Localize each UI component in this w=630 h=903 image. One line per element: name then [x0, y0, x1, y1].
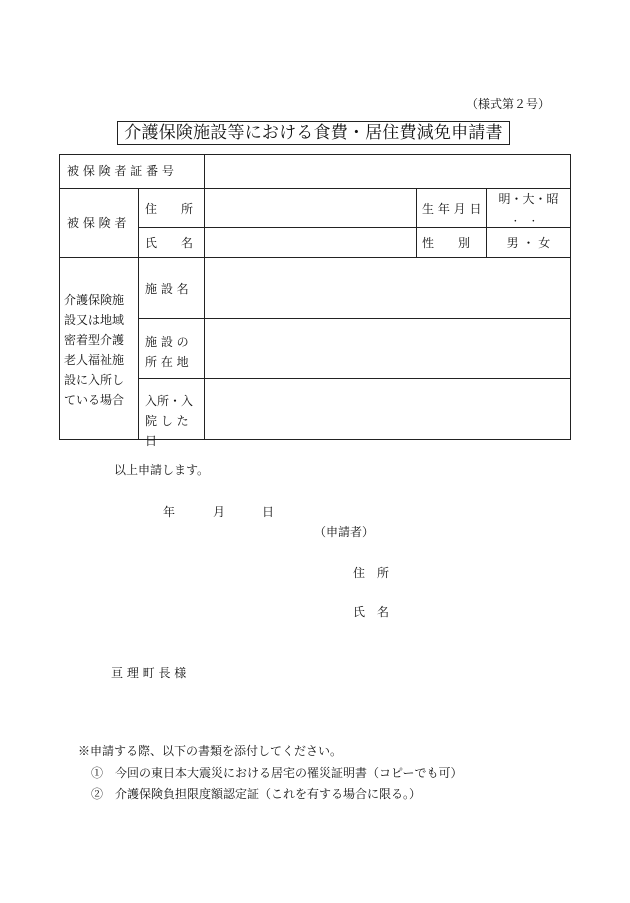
date-year-label: 年: [163, 505, 176, 519]
form-number: （様式第２号）: [466, 97, 551, 111]
name-field[interactable]: [205, 228, 416, 257]
admission-date-label: [145, 391, 203, 451]
date-month-label: 月: [213, 505, 226, 519]
sex-options[interactable]: 男 ・ 女: [506, 236, 551, 250]
facility-name-field[interactable]: [205, 258, 570, 318]
address-label: 住 所: [145, 202, 194, 216]
insured-number-label: 被 保 険 者 証 番 号: [67, 164, 174, 178]
facility-case-line: 設又は地域: [64, 313, 125, 327]
attachment-note-item: ② 介護保険負担限度額認定証（これを有する場合に限る。）: [91, 787, 422, 801]
admission-date-line: 院 し た 日: [145, 414, 189, 448]
recipient: 亘 理 町 長 様: [111, 666, 187, 680]
facility-address-label: [145, 332, 201, 372]
address-field[interactable]: [205, 189, 416, 227]
facility-case-label: [64, 290, 136, 410]
facility-case-line: 介護保険施: [64, 293, 125, 307]
birthdate-label: 生 年 月 日: [422, 202, 482, 216]
insured-label: 被 保 険 者: [67, 216, 127, 230]
table-border-bottom: [59, 439, 571, 440]
date-day-label: 日: [262, 505, 275, 519]
facility-case-line: 設に入所し: [64, 373, 125, 387]
facility-address-field[interactable]: [205, 319, 570, 378]
sex-label: 性 別: [422, 236, 471, 250]
attachment-note-heading: ※申請する際、以下の書類を添付してください。: [78, 744, 343, 758]
admission-date-field[interactable]: [205, 379, 570, 439]
table-border-right: [570, 154, 571, 440]
column-divider: [138, 188, 139, 440]
applicant-label: （申請者）: [314, 525, 375, 539]
facility-case-line: 密着型介護: [64, 333, 125, 347]
insured-number-field[interactable]: [205, 155, 570, 188]
facility-case-line: ている場合: [64, 393, 125, 407]
table-border-left: [59, 154, 60, 440]
applicant-name-label: 氏 名: [353, 605, 390, 619]
application-form-table: [59, 154, 571, 448]
facility-address-line: 施 設 の: [145, 335, 189, 349]
era-options[interactable]: 明・大・昭: [498, 192, 559, 206]
applicant-address-label: 住 所: [353, 566, 390, 580]
application-statement: 以上申請します。: [114, 463, 210, 477]
name-label: 氏 名: [145, 236, 194, 250]
attachment-note-item: ① 今回の東日本大震災における居宅の罹災証明書（コピーでも可）: [91, 766, 463, 780]
birthdate-dots: ． ．: [513, 210, 544, 224]
facility-address-line: 所 在 地: [145, 355, 189, 369]
admission-date-line: 入所・入: [145, 394, 194, 408]
form-title: 介護保険施設等における食費・居住費減免申請書: [117, 121, 510, 145]
column-divider: [416, 188, 417, 257]
facility-case-line: 老人福祉施: [64, 353, 125, 367]
facility-name-label: 施 設 名: [145, 282, 189, 296]
